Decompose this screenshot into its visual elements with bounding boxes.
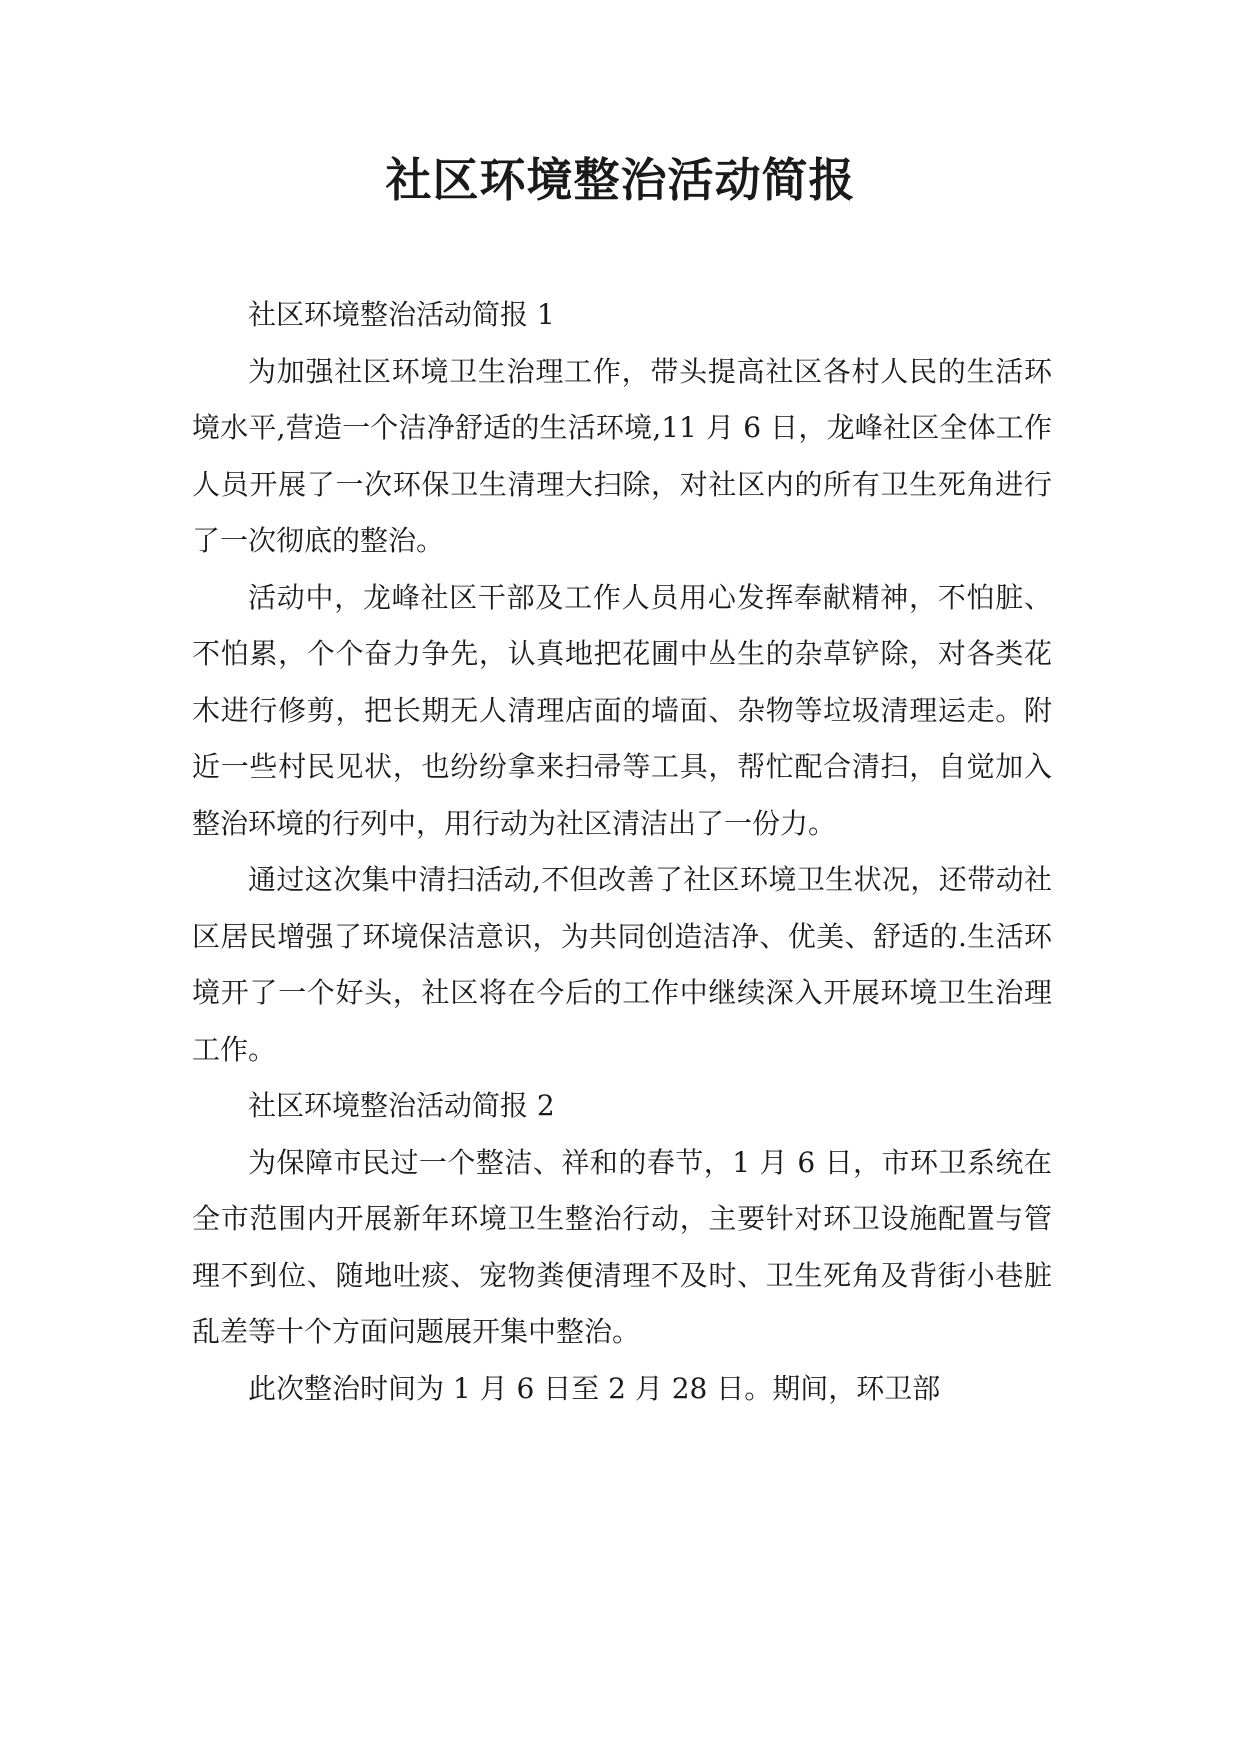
- paragraph-1-2: 活动中，龙峰社区干部及工作人员用心发挥奉献精神，不怕脏、不怕累，个个奋力争先，认真地把花圃中丛生的杂草铲除，对各类花木进行修剪，把长期无人清理店面的墙面、杂物等垃圾清理运走。附近一些村民见状，也纷纷拿来扫帚等工具，帮忙配合清扫，自觉加入整治环境的行列中，用行动为社区清洁出了一份力。: [192, 580, 1052, 840]
- section-heading-2: 社区环境整治活动简报 2: [248, 1089, 555, 1122]
- paragraph-2-2: 此次整治时间为 1 月 6 日至 2 月 28 日。期间，环卫部: [248, 1371, 941, 1405]
- document-body: [192, 287, 1052, 1417]
- paragraph-1-3: 通过这次集中清扫活动,不但改善了社区环境卫生状况，还带动社区居民增强了环境保洁意识，为共同创造洁净、优美、舒适的.生活环境开了一个好头，社区将在今后的工作中继续深入开展环境卫生治理工作。: [192, 863, 1052, 1066]
- document-title: 社区环境整治活动简报: [385, 153, 856, 207]
- paragraph-2-1: 为保障市民过一个整洁、祥和的春节，1 月 6 日，市环卫系统在全市范围内开展新年环境卫生整治行动，主要针对环卫设施配置与管理不到位、随地吐痰、宠物粪便清理不及时、卫生死角及背街小巷脏乱差等十个方面问题展开集中整治。: [192, 1145, 1052, 1348]
- paragraph-1-1: 为加强社区环境卫生治理工作，带头提高社区各村人民的生活环境水平,营造一个洁净舒适的生活环境,11 月 6 日，龙峰社区全体工作人员开展了一次环保卫生清理大扫除，对社区内的所有卫生死角进行了一次彻底的整治。: [192, 354, 1052, 557]
- section-heading-1: 社区环境整治活动简报 1: [248, 298, 555, 331]
